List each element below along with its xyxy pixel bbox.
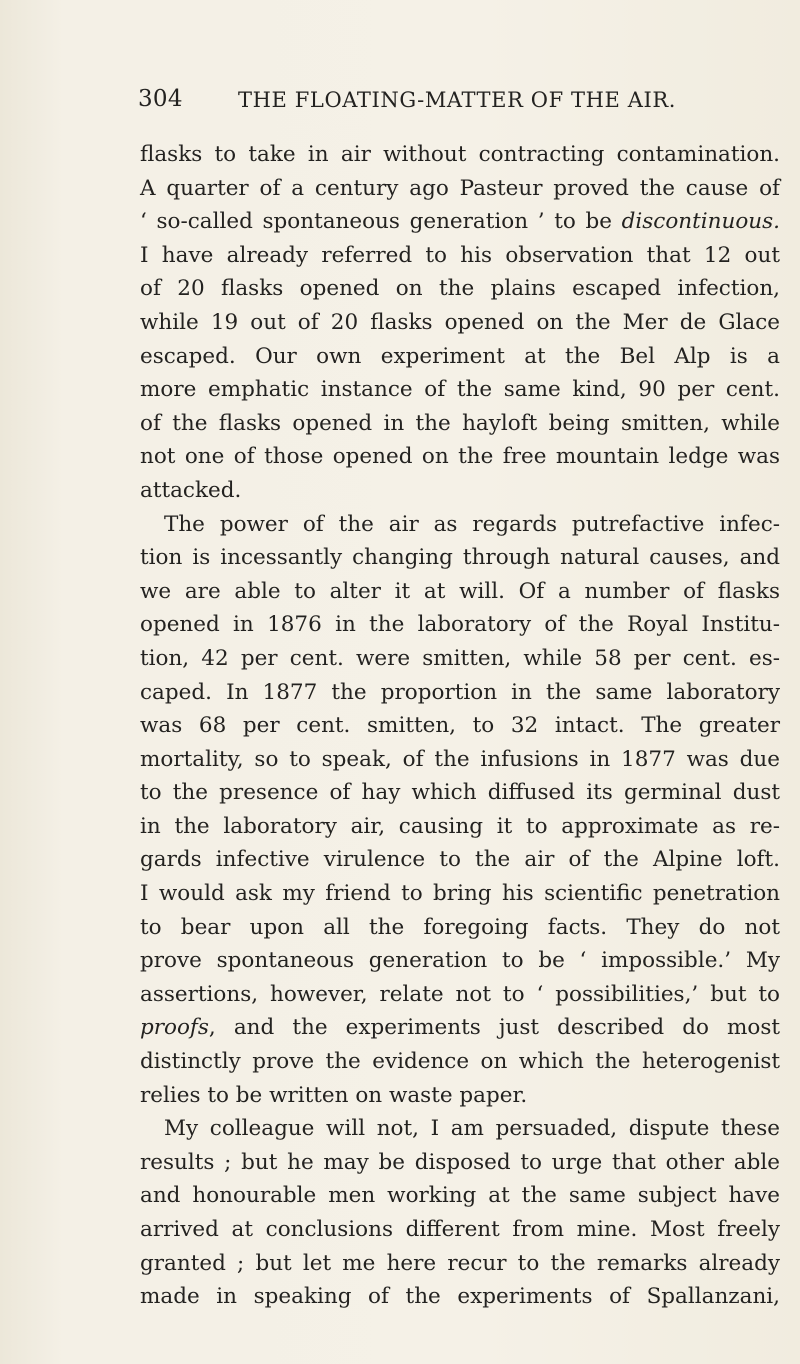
text-line: in the laboratory air, causing it to approximate as re- [140,813,780,839]
text-line: I have already referred to his observation that 12 out [140,242,780,268]
text-line: was 68 per cent. smitten, to 32 intact. The greater [140,713,780,739]
text-line: gards infective virulence to the air of the Alpine loft. [140,847,780,873]
text-line: prove spontaneous generation to be ‘ impossible.’ My [140,948,780,974]
text-line: My colleague will not, I am persuaded, dispute these [164,1116,780,1142]
text-line: distinctly prove the evidence on which the heterogenist [140,1049,780,1075]
text-line: tion is incessantly changing through natural causes, and [140,545,780,571]
text-line: opened in 1876 in the laboratory of the Royal Institu- [140,612,780,638]
text-line: arrived at conclusions different from mine. Most freely [140,1217,780,1242]
text-line: while 19 out of 20 flasks opened on the Mer de Glace [140,309,780,335]
text-line: relies to be written on waste paper. [140,1082,528,1108]
running-head [138,86,778,126]
text-line: more emphatic instance of the same kind, 90 per cent. [140,377,780,403]
text-line: granted ; but let me here recur to the remarks already [140,1250,780,1276]
text-line: of 20 flasks opened on the plains escaped infection, [140,276,780,302]
text-line: assertions, however, relate not to ‘ possibilities,’ but to [140,981,780,1007]
text-line: A quarter of a century ago Pasteur proved the cause of [140,175,780,201]
text-line [140,1011,780,1045]
text-span: , and the experiments just described do most [208,1015,780,1041]
text-span: ‘ so-called spontaneous generation ’ to be [140,209,622,235]
text-line: to bear upon all the foregoing facts. They do not [140,914,780,940]
text-line: mortality, so to speak, of the infusions in 1877 was due [140,746,780,772]
text-line: to the presence of hay which diffused its germinal dust [140,780,780,806]
text-line: The power of the air as regards putrefactive infec- [164,511,780,537]
text-line: and honourable men working at the same subject have [140,1183,780,1209]
text-line: caped. In 1877 the proportion in the same laboratory [140,679,780,705]
text-line: attacked. [140,477,242,503]
text-line: flasks to take in air without contracting contamination. [140,142,780,167]
text-line: made in speaking of the experiments of Spallanzani, [140,1284,780,1310]
emphasis-word: proofs [140,1015,209,1041]
text-line: tion, 42 per cent. were smitten, while 58 per cent. es- [140,645,780,671]
body-text [140,138,780,1314]
text-line: escaped. Our own experiment at the Bel Alp is a [140,343,780,369]
text-line: I would ask my friend to bring his scientific penetration [140,881,780,907]
text-line: of the flasks opened in the hayloft being smitten, while [140,410,780,436]
running-title: THE FLOATING-MATTER OF THE AIR. [238,88,677,112]
text-line: not one of those opened on the free mountain ledge was [140,444,780,470]
text-line: results ; but he may be disposed to urge that other able [140,1149,780,1175]
text-line: we are able to alter it at will. Of a number of flasks [140,578,780,604]
emphasis-word: discontinuous. [621,209,780,235]
page-number: 304 [138,86,183,112]
text-line [140,205,780,239]
